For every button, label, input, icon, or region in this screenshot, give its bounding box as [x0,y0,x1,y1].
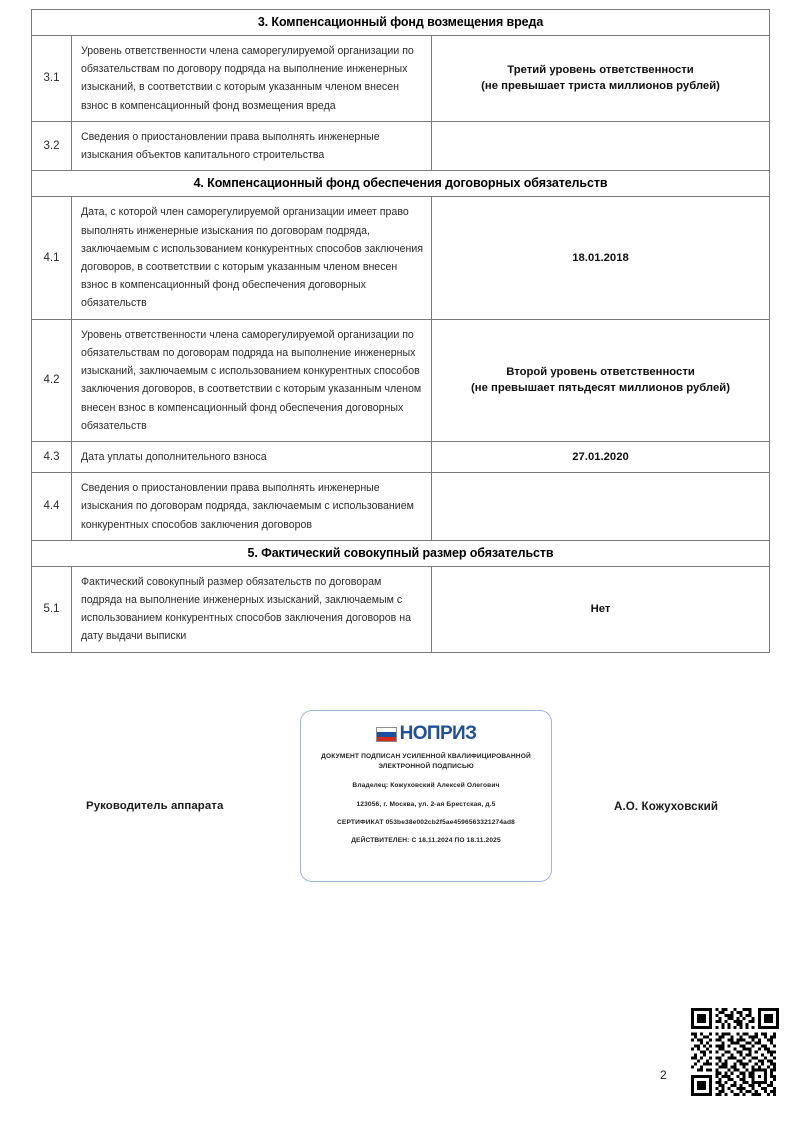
stamp-heading-line-1: ДОКУМЕНТ ПОДПИСАН УСИЛЕННОЙ КВАЛИФИЦИРОВАННОЙ [321,753,531,760]
section-header-row [32,10,770,36]
table-row [32,473,770,541]
stamp-owner: Владелец: Кожуховский Алексей Олегович [352,782,500,790]
row-description: Уровень ответственности члена саморегулируемой организации по обязательствам по договору подряда на выполнение инженерных изысканий, в соответствии с которым указанным членом внесен взнос в компенсационный фонд возмещения вреда [72,36,432,122]
row-description: Уровень ответственности члена саморегулируемой организации по обязательствам по договорам подряда на выполнение инженерных изысканий, заключаемым с использованием конкурентных способов заключения договоров, в соответствии с которым указанным членом внесен взнос в компенсационный фонд обеспечения договорных обязательств [72,319,432,441]
row-value-line: (не превышает триста миллионов рублей) [481,80,720,93]
row-number: 4.3 [32,441,72,472]
row-value: 18.01.2018 [432,197,770,319]
row-number: 4.1 [32,197,72,319]
row-value [432,473,770,541]
row-value-line: Третий уровень ответственности [507,64,694,77]
russian-flag-icon [376,727,397,742]
row-number: 3.1 [32,36,72,122]
stamp-address: 123056, г. Москва, ул. 2-ая Брестская, д.5 [356,800,496,808]
stamp-certificate: СЕРТИФИКАТ 053be38e002cb2f5ae4596563321274ad8 [337,818,515,826]
table-row [32,197,770,319]
logo-wordmark: НОПРИЗ [399,723,477,744]
signer-position: Руководитель аппарата [86,800,224,812]
table-row [32,566,770,652]
row-description: Сведения о приостановлении права выполнять инженерные изыскания объектов капитального строительства [72,121,432,170]
section-header-row [32,540,770,566]
table-row [32,36,770,122]
table-body [32,10,770,653]
row-value: 27.01.2020 [432,441,770,472]
table-row [32,121,770,170]
section-title-3: 3. Компенсационный фонд возмещения вреда [32,10,770,36]
qr-code-svg [691,1008,779,1096]
section-header-row [32,171,770,197]
row-value [432,319,770,441]
row-number: 5.1 [32,566,72,652]
row-number: 3.2 [32,121,72,170]
row-number: 4.4 [32,473,72,541]
row-value-line: Второй уровень ответственности [506,365,695,378]
row-value-line: (не превышает пятьдесят миллионов рублей) [471,382,730,395]
registry-table [31,9,770,653]
row-number: 4.2 [32,319,72,441]
row-description: Фактический совокупный размер обязательств по договорам подряда на выполнение инженерных изысканий, заключаемым с использованием конкурентных способов заключения договоров на дату выдачи выписки [72,566,432,652]
qr-code-icon [691,1008,779,1096]
row-value [432,36,770,122]
stamp-validity: ДЕЙСТВИТЕЛЕН: С 18.11.2024 ПО 18.11.2025 [351,837,501,845]
section-title-4: 4. Компенсационный фонд обеспечения договорных обязательств [32,171,770,197]
signer-name: А.О. Кожуховский [614,800,719,813]
table-row [32,319,770,441]
electronic-signature-stamp [300,710,552,882]
row-value [432,121,770,170]
section-title-5: 5. Фактический совокупный размер обязательств [32,540,770,566]
table-row [32,441,770,472]
row-description: Дата, с которой член саморегулируемой организации имеет право выполнять инженерные изыскания по договорам подряда, заключаемым с использованием конкурентных способов заключения договоров, в соответствии с которым указанным членом внесен взнос в компенсационный фонд обеспечения договорных обязательств [72,197,432,319]
stamp-heading-line-2: ЭЛЕКТРОННОЙ ПОДПИСЬЮ [378,763,474,771]
noprize-logo [376,724,477,743]
signature-block [0,710,800,900]
page-number: 2 [660,1068,667,1082]
row-description: Дата уплаты дополнительного взноса [72,441,432,472]
row-value: Нет [432,566,770,652]
row-description: Сведения о приостановлении права выполнять инженерные изыскания по договорам подряда, заключаемым с использованием конкурентных способов заключения договоров [72,473,432,541]
